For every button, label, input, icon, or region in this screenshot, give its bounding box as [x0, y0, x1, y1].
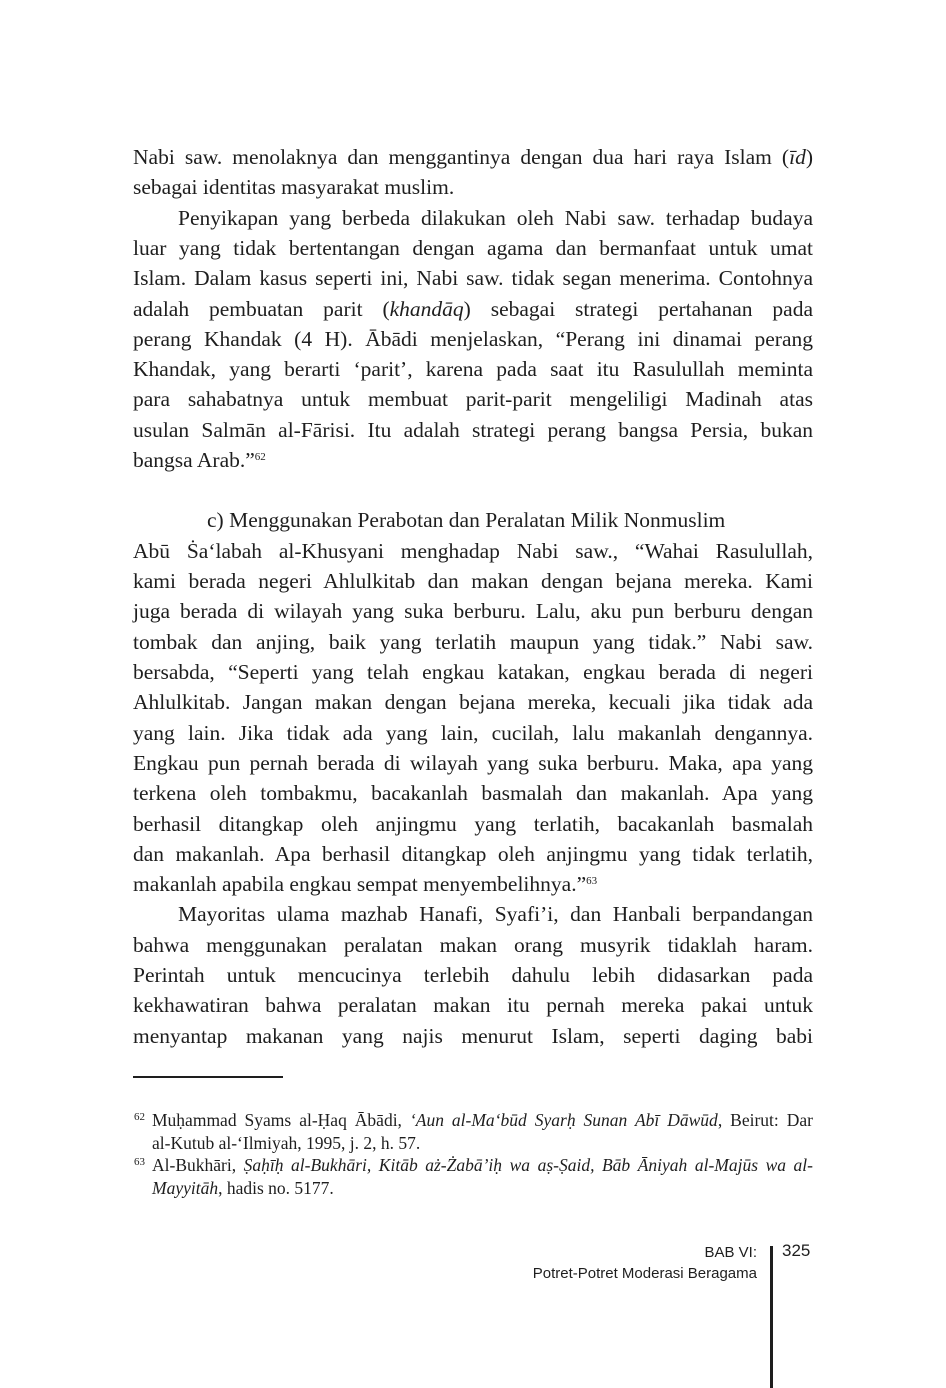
- footnote-line: [152, 1154, 813, 1177]
- text-run: Engkau pun pernah berada di wilayah yang suka berburu. Maka, apa yang: [133, 750, 813, 775]
- text-line: [133, 384, 813, 414]
- text-line: [133, 566, 813, 596]
- text-run: ): [805, 145, 813, 169]
- page-number: 325: [782, 1241, 811, 1260]
- footnote-number: 63: [134, 1156, 145, 1169]
- text-run: sebagai identitas masyarakat muslim.: [133, 175, 455, 200]
- text-line: [133, 172, 813, 202]
- text-run: Khandak, yang berarti ‘parit’, karena pada saat itu Rasulullah meminta: [133, 357, 813, 382]
- text-line: [133, 748, 813, 778]
- text-line: [133, 960, 813, 990]
- footnote-line: [152, 1109, 813, 1132]
- text-line: [133, 445, 813, 475]
- footnote-divider: [133, 1076, 283, 1078]
- text-line: [133, 1021, 813, 1051]
- text-run: Islam. Dalam kasus seperti ini, Nabi saw. tidak segan menerima. Contohnya: [133, 266, 813, 291]
- text-run: yang lain. Jika tidak ada yang lain, cucilah, lalu makanlah dengannya.: [133, 720, 813, 745]
- text-run: Muḥammad Syams al-Ḥaq Ābādi,: [152, 1110, 410, 1130]
- text-line: [133, 596, 813, 626]
- text-run: adalah pembuatan parit (: [133, 296, 390, 321]
- footnote-reference: 62: [254, 451, 266, 463]
- text-line: [133, 536, 813, 566]
- text-line: [133, 839, 813, 869]
- running-footer-chapter: [533, 1242, 757, 1284]
- chapter-title: Potret-Potret Moderasi Beragama: [532, 1265, 757, 1282]
- text-run: , hadis no. 5177.: [218, 1178, 334, 1199]
- text-run: Ahlulkitab. Jangan makan dengan bejana mereka, kecuali jika tidak ada: [133, 690, 813, 715]
- text-line: [133, 415, 813, 445]
- text-line: [133, 142, 813, 172]
- text-line: [133, 294, 813, 324]
- text-line: [133, 990, 813, 1020]
- text-line: [178, 203, 813, 233]
- text-run: al-Kutub al-‘Ilmiyah, 1995, j. 2, h. 57.: [152, 1132, 421, 1153]
- text-run: dan makanlah. Apa berhasil ditangkap oleh anjingmu yang tidak terlatih,: [133, 841, 813, 866]
- text-line: [133, 869, 813, 899]
- text-line: [133, 778, 813, 808]
- text-line: [133, 809, 813, 839]
- italic-term: khandāq: [389, 296, 464, 321]
- text-run: bangsa Arab.”: [133, 448, 255, 472]
- text-run: terkena oleh tombakmu, bacakanlah basmalah dan makanlah. Apa yang: [133, 781, 813, 806]
- text-run: bahwa menggunakan peralatan makan orang musyrik tidaklah haram.: [133, 932, 813, 957]
- text-run: Al-Bukhāri,: [152, 1155, 244, 1176]
- text-run: Nabi saw. menolaknya dan menggantinya dengan dua hari raya Islam (: [133, 145, 790, 169]
- text-run: juga berada di wilayah yang suka berburu. Lalu, aku pun berburu dengan: [133, 599, 813, 624]
- text-run: c) Menggunakan Perabotan dan Peralatan Milik Nonmuslim: [207, 508, 726, 533]
- text-line: [133, 324, 813, 354]
- text-run: , Beirut: Dar: [717, 1110, 813, 1130]
- text-run: ) sebagai strategi pertahanan pada: [463, 296, 813, 321]
- text-run: para sahabatnya untuk membuat parit-parit mengeliligi Madinah atas: [133, 387, 813, 412]
- text-run: kami berada negeri Ahlulkitab dan makan dengan bejana mereka. Kami: [133, 569, 813, 594]
- text-line: [178, 899, 813, 929]
- text-run: bersabda, “Seperti yang telah engkau katakan, engkau berada di negeri: [133, 660, 813, 684]
- text-run: Perintah untuk mencucinya terlebih dahulu lebih didasarkan pada: [133, 963, 813, 987]
- section-heading: [207, 505, 807, 535]
- text-line: [133, 657, 813, 687]
- text-run: usulan Salmān al-Fārisi. Itu adalah strategi perang bangsa Persia, bukan: [133, 417, 813, 442]
- text-run: Abū Ṡa‘labah al-Khusyani menghadap Nabi saw., “Wahai Rasulullah,: [133, 538, 813, 563]
- footnote-line: [152, 1132, 813, 1155]
- footnote-number: 62: [134, 1111, 145, 1123]
- text-line: [133, 930, 813, 960]
- text-run: makanlah apabila engkau sempat menyembelihnya.”: [133, 872, 587, 897]
- text-run: perang Khandak (4 H). Ābādi menjelaskan, “Perang ini dinamai perang: [133, 326, 813, 351]
- text-run: Penyikapan yang berbeda dilakukan oleh Nabi saw. terhadap budaya: [178, 205, 813, 230]
- text-run: tombak dan anjing, baik yang terlatih maupun yang tidak.” Nabi saw.: [133, 629, 813, 654]
- footer-divider: [770, 1246, 773, 1388]
- italic-term: ‘Aun al-Ma‘būd Syarḥ Sunan Abī Dāwūd: [409, 1110, 718, 1130]
- text-line: [133, 263, 813, 293]
- text-line: [133, 627, 813, 657]
- chapter-label: BAB VI:: [704, 1244, 757, 1261]
- italic-term: Ṣaḥīḥ al-Bukhāri, Kitāb aż-Żabā’iḥ wa aṣ-Ṣaid, Bāb Āniyah al-Majūs wa al-: [243, 1155, 813, 1176]
- footnote-line: [152, 1177, 813, 1200]
- footnote-reference: 63: [586, 875, 598, 888]
- text-line: [133, 687, 813, 717]
- text-line: [133, 718, 813, 748]
- text-run: luar yang tidak bertentangan dengan agama dan bermanfaat untuk umat: [133, 235, 813, 260]
- text-run: berhasil ditangkap oleh anjingmu yang terlatih, bacakanlah basmalah: [133, 811, 813, 836]
- text-run: Mayoritas ulama mazhab Hanafi, Syafi’i, dan Hanbali berpandangan: [178, 902, 813, 927]
- text-run: menyantap makanan yang najis menurut Islam, seperti daging babi: [133, 1023, 813, 1048]
- text-line: [133, 354, 813, 384]
- italic-term: īd: [789, 145, 806, 169]
- italic-term: Mayyitāh: [152, 1178, 219, 1199]
- text-run: kekhawatiran bahwa peralatan makan itu pernah mereka pakai untuk: [133, 993, 813, 1018]
- text-line: [133, 233, 813, 263]
